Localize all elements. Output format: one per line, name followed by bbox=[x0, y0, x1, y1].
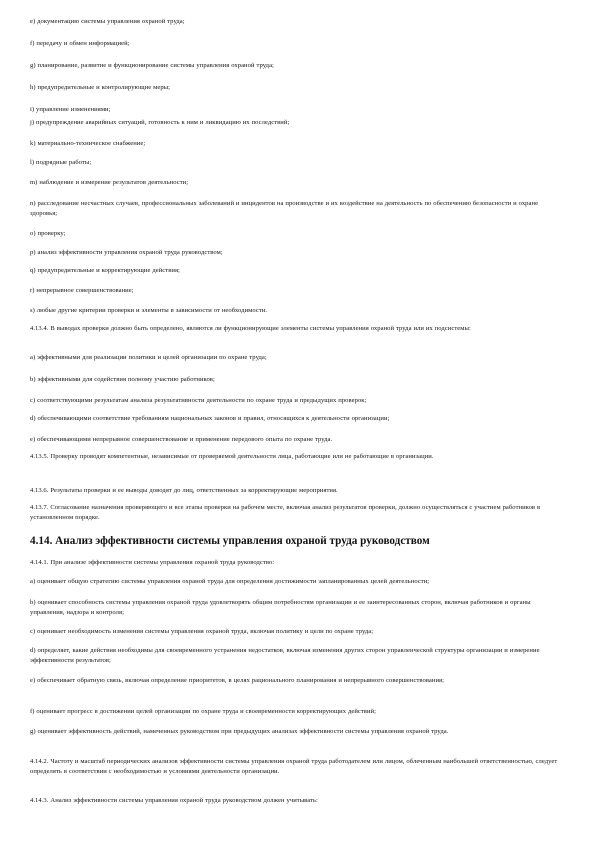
list-item: m) наблюдение и измерение результатов деятельности; bbox=[30, 179, 189, 186]
list-item: o) проверку; bbox=[30, 230, 66, 237]
list-item: d) определяет, какие действия необходимы для своевременного устранения недостатков, включая изменения других сторон управленческой структуры организации и измерение эффективности результатов; bbox=[30, 647, 540, 664]
paragraph: 4.13.4. В выводах проверки должно быть определено, являются ли функционирующие элементы системы управления охраной труда или их подсистемы: bbox=[30, 325, 471, 332]
list-item: k) материально-техническое снабжение; bbox=[30, 140, 146, 147]
list-item: g) планирование, развитие и функционирование системы управления охраной труда; bbox=[30, 62, 274, 69]
list-item: l) подрядные работы; bbox=[30, 159, 92, 166]
list-item: g) оценивает эффективность действий, намеченных руководством при предыдущих анализах эффективности системы управления охраной труда. bbox=[30, 728, 449, 735]
list-item: e) обеспечивающими непрерывное совершенствование и применение передового опыта по охране труда. bbox=[30, 436, 333, 443]
list-item: j) предупреждение аварийных ситуаций, готовность к ним и ликвидацию их последствий; bbox=[30, 119, 290, 126]
list-item: a) эффективными для реализации политики и целей организации по охране труда; bbox=[30, 354, 267, 361]
paragraph: 4.14.1. При анализе эффективности системы управления охраной труда руководство: bbox=[30, 559, 275, 566]
paragraph: 4.14.2. Частоту и масштаб периодических анализов эффективности системы управления охраной труда работодателем или лицом, облеченным наибольшей ответственностью, следует определять в соответствии с необходимостью и условиями деятельности организации. bbox=[30, 758, 558, 775]
section-heading: 4.14. Анализ эффективности системы управления охраной труда руководством bbox=[30, 535, 430, 547]
list-item: i) управление изменениями; bbox=[30, 106, 111, 113]
list-item: c) оценивает необходимость изменения системы управления охраной труда, включая политику и цели по охране труда; bbox=[30, 628, 374, 635]
list-item: h) предупредительные и контролирующие меры; bbox=[30, 84, 171, 91]
list-item: p) анализ эффективности управления охраной труда руководством; bbox=[30, 249, 223, 256]
list-item: b) эффективными для содействия полному участию работников; bbox=[30, 376, 215, 383]
list-item: q) предупредительные и корректирующие действия; bbox=[30, 267, 180, 274]
list-item: c) соответствующими результатам анализа результативности деятельности по охране труда и предыдущих проверок; bbox=[30, 397, 367, 404]
paragraph: 4.13.7. Согласование назначения проверяющего и все этапы проверки на рабочем месте, включая анализ результатов проверки, должно осуществляться с участием работников в установленном порядке. bbox=[30, 504, 541, 521]
list-item: f) оценивает прогресс в достижении целей организации по охране труда и своевременности корректирующих действий; bbox=[30, 708, 377, 715]
list-item: d) обеспечивающими соответствие требованиям национальных законов и правил, относящихся к деятельности организации; bbox=[30, 415, 390, 422]
paragraph: 4.14.3. Анализ эффективности системы управления охраной труда руководством должен учитывать: bbox=[30, 797, 318, 804]
list-item: a) оценивает общую стратегию системы управления охраной труда для определения достижимости запланированных целей деятельности; bbox=[30, 578, 430, 585]
list-item: e) обеспечивает обратную связь, включая определение приоритетов, в целях рационального планирования и непрерывного совершенствования; bbox=[30, 677, 445, 684]
paragraph: 4.13.6. Результаты проверки и ее выводы доводят до лиц, ответственных за корректирующие мероприятия. bbox=[30, 487, 338, 494]
list-item: s) любые другие критерии проверки и элементы в зависимости от необходимости. bbox=[30, 307, 268, 314]
paragraph: 4.13.5. Проверку проводят компетентные, независимые от проверяемой деятельности лица, работающие или не работающие в организации. bbox=[30, 453, 434, 460]
list-item: b) оценивает способность системы управления охраной труда удовлетворять общим потребностям организации и ее заинтересованных сторон, включая работников и органы управления, надзора и контроля; bbox=[30, 599, 531, 616]
list-item: r) непрерывное совершенствование; bbox=[30, 287, 134, 294]
list-item: n) расследование несчастных случаев, профессиональных заболеваний и инцидентов на производстве и их воздействие на деятельность по обеспечению безопасности и охране здоровья; bbox=[30, 200, 539, 217]
list-item: f) передачу и обмен информацией; bbox=[30, 40, 130, 47]
list-item: e) документацию системы управления охраной труда; bbox=[30, 18, 185, 25]
